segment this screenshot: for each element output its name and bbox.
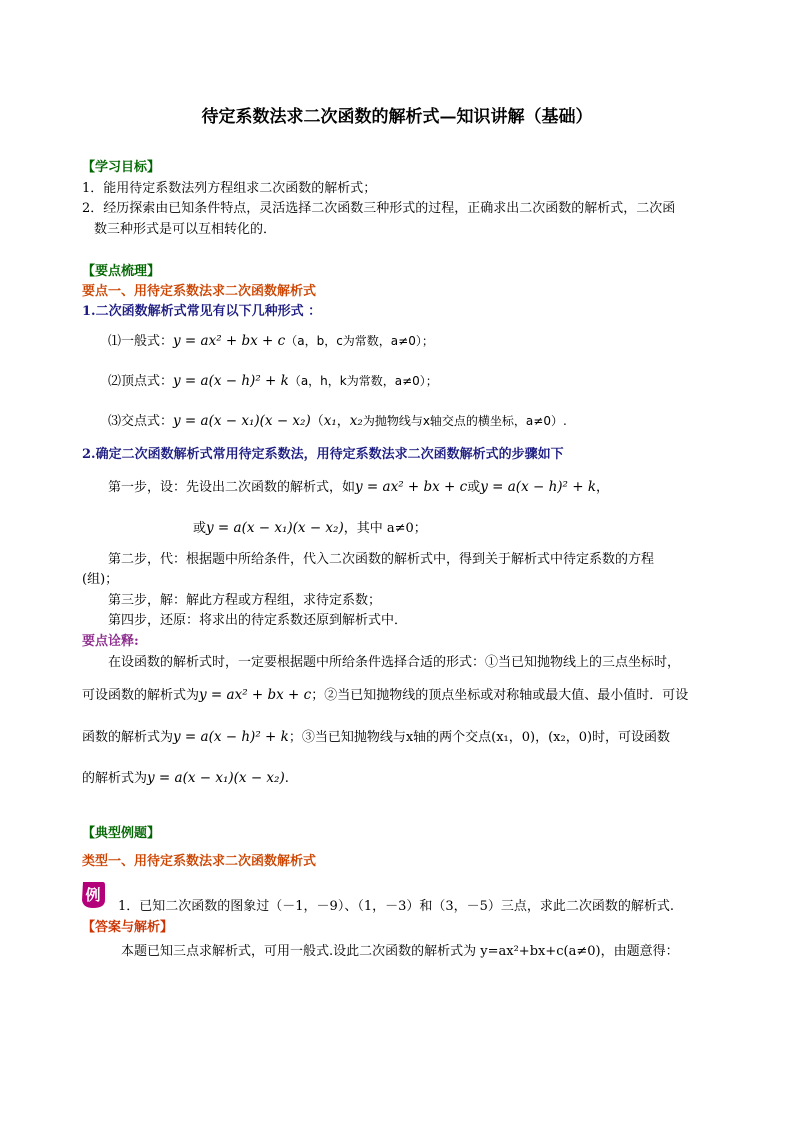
answer-heading: 【答案与解析】 <box>82 920 174 935</box>
form1-note: （a，b，c为常数，a≠0）； <box>285 334 434 348</box>
form3-note-pre: （ <box>310 414 324 429</box>
step1-text: 第一步，设：先设出二次函数的解析式，如 <box>108 480 356 495</box>
form2-label: ⑵顶点式： <box>108 374 174 389</box>
note-line-3 <box>82 728 670 747</box>
step1-or: 或 <box>467 480 481 495</box>
question-1: 1．已知二次函数的图象过（－1，－9）、（1，－3）和（3，－5）三点，求此二次函数的解析式. <box>118 899 675 914</box>
note3-equation: y = a(x − h)² + k <box>173 729 289 745</box>
sub1-heading: 1.二次函数解析式常见有以下几种形式 ： <box>82 304 322 319</box>
step1b-post: ，其中 a≠0； <box>343 521 427 536</box>
step3-line: 第三步，解：解此方程或方程组，求待定系数； <box>108 593 382 608</box>
goals-heading: 【学习目标】 <box>82 160 161 175</box>
note3-pre: 函数的解析式为 <box>82 730 174 745</box>
form3-line <box>108 412 567 431</box>
step2-line-b: (组)； <box>82 572 119 587</box>
answer-line-1: 本题已知三点求解析式，可用一般式.设此二次函数的解析式为 y=ax²+bx+c(a≠0)，由题意得： <box>121 944 679 959</box>
examples-heading: 【典型例题】 <box>82 826 161 841</box>
note-heading: 要点诠释: <box>82 634 139 649</box>
form1-equation: y = ax² + bx + c <box>173 333 286 349</box>
step1b-line <box>193 519 427 538</box>
note4-post: . <box>284 771 289 786</box>
note-line-4 <box>82 769 289 788</box>
form2-note: （a，h，k为常数，a≠0）； <box>288 374 438 388</box>
type1-heading: 类型一、用待定系数法求二次函数解析式 <box>82 854 317 869</box>
page-title: 待定系数法求二次函数的解析式—知识讲解（基础） <box>201 107 593 127</box>
note-line-1: 在设函数的解析式时，一定要根据题中所给条件选择合适的形式：①当已知抛物线上的三点坐标时， <box>108 655 681 670</box>
form3-x2: x₂ <box>349 413 363 429</box>
sub2-heading: 2.确定二次函数解析式常用待定系数法，用待定系数法求二次函数解析式的步骤如下 <box>82 447 564 462</box>
step1b-equation: y = a(x − x₁)(x − x₂) <box>206 520 344 536</box>
note2-equation: y = ax² + bx + c <box>199 687 312 703</box>
keypoints-heading: 【要点梳理】 <box>82 264 161 279</box>
step1-equation-general: y = ax² + bx + c <box>355 479 468 495</box>
form3-note-post: 为抛物线与x轴交点的横坐标，a≠0）. <box>362 414 567 428</box>
note4-pre: 的解析式为 <box>82 771 148 786</box>
example-badge-icon <box>80 880 106 910</box>
form3-x1: x₁ <box>323 413 337 429</box>
step2-line-a: 第二步，代：根据题中所给条件，代入二次函数的解析式中，得到关于解析式中待定系数的方程 <box>108 552 655 567</box>
form2-equation: y = a(x − h)² + k <box>173 373 289 389</box>
goal-item-2b: 数三种形式是可以互相转化的． <box>94 222 277 237</box>
step1-end: ， <box>596 480 610 495</box>
form3-equation: y = a(x − x₁)(x − x₂) <box>173 413 311 429</box>
form3-sep: ， <box>336 414 350 429</box>
note-line-2 <box>82 686 688 705</box>
step4-line: 第四步，还原：将求出的待定系数还原到解析式中． <box>108 613 408 628</box>
form1-label: ⑴一般式： <box>108 334 174 349</box>
note2-post: ；②当已知抛物线的顶点坐标或对称轴或最大值、最小值时．可设 <box>311 688 689 703</box>
goal-item-1: 1．能用待定系数法列方程组求二次函数的解析式； <box>82 181 377 196</box>
step1-equation-vertex: y = a(x − h)² + k <box>480 479 597 495</box>
form1-line <box>108 332 434 351</box>
goal-item-2a: 2．经历探索由已知条件特点，灵活选择二次函数三种形式的过程，正确求出二次函数的解析式，二次函 <box>82 201 676 216</box>
note4-equation: y = a(x − x₁)(x − x₂) <box>147 770 285 786</box>
step1b-or: 或 <box>193 521 207 536</box>
form2-line <box>108 372 438 391</box>
point1-heading: 要点一、用待定系数法求二次函数解析式 <box>82 284 317 299</box>
example-badge-label: 例 <box>85 886 101 904</box>
step1-line <box>108 478 609 497</box>
note2-pre: 可设函数的解析式为 <box>82 688 200 703</box>
form3-label: ⑶交点式： <box>108 414 174 429</box>
note3-post: ；③当已知抛物线与x轴的两个交点(x₁，0)，(x₂，0)时，可设函数 <box>288 730 671 745</box>
